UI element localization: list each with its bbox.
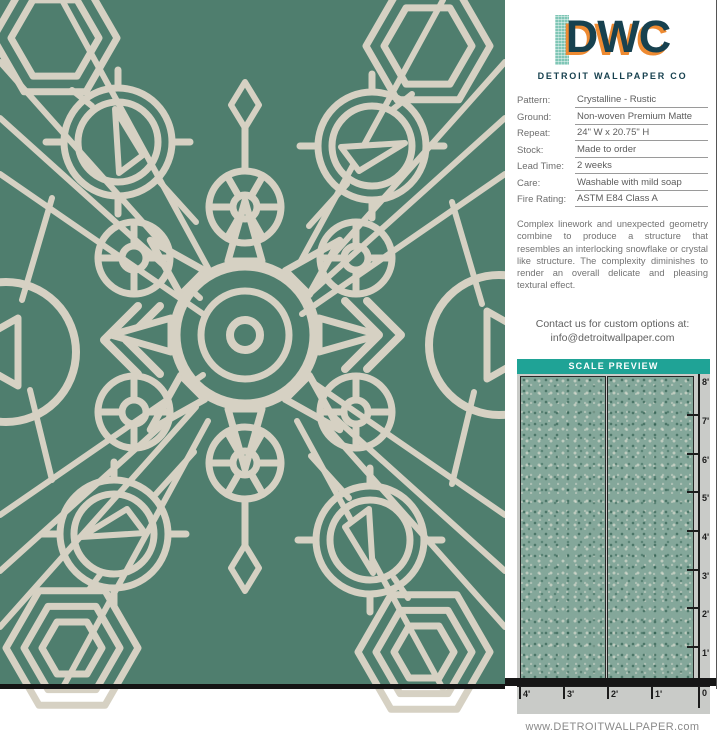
spec-row-stock (517, 144, 708, 158)
contact-line: Contact us for custom options at: (535, 317, 690, 330)
ruler-label: 4' (523, 688, 531, 699)
logo-company-name: DETROIT WALLPAPER CO (537, 71, 688, 81)
spec-table (517, 94, 708, 207)
spec-label: Fire Rating: (517, 194, 567, 205)
scale-preview (517, 359, 710, 714)
spec-row-ground (517, 111, 708, 125)
scale-preview-title: SCALE PREVIEW (517, 359, 710, 374)
ruler-tick (687, 414, 699, 416)
spec-label: Lead Time: (517, 161, 564, 172)
ruler-tick (519, 687, 521, 699)
ruler-tick (687, 530, 699, 532)
footer-bar (505, 678, 717, 686)
ruler-tick (687, 646, 699, 648)
spec-row-fire-rating (517, 193, 708, 207)
spec-value: Washable with mild soap (575, 177, 708, 191)
spec-row-pattern (517, 94, 708, 108)
contact-email[interactable]: info@detroitwallpaper.com (550, 332, 675, 345)
ruler-label-zero: 0 (702, 687, 708, 698)
info-panel (505, 0, 717, 733)
ruler-tick (687, 491, 699, 493)
pattern-bottom-edge (0, 684, 505, 689)
contact-block (517, 317, 708, 346)
ruler-label: 2' (611, 688, 619, 699)
spec-label: Stock: (517, 144, 544, 156)
ruler-label: 7' (702, 415, 710, 426)
logo-acronym: DWC (565, 11, 671, 62)
ruler-label: 3' (702, 570, 710, 581)
spec-label: Repeat: (517, 128, 551, 139)
spec-value: 2 weeks (575, 160, 708, 174)
spec-value: Crystalline - Rustic (575, 94, 708, 108)
page-edge-line (716, 0, 717, 689)
ruler-tick (687, 453, 699, 455)
ruler-tick (651, 687, 653, 699)
ruler-tick (563, 687, 565, 699)
scale-swatch-panel (520, 376, 606, 684)
ruler-label: 1' (702, 647, 710, 658)
ruler-label: 4' (702, 531, 710, 542)
vertical-ruler-line (698, 374, 700, 708)
spec-value: Made to order (575, 144, 708, 158)
scale-swatch-panel (607, 376, 694, 684)
dwc-logo (517, 12, 708, 81)
spec-row-repeat (517, 127, 708, 141)
ruler-label: 3' (567, 688, 575, 699)
spec-label: Pattern: (517, 95, 551, 106)
spec-label: Ground: (517, 111, 552, 123)
scale-preview-body (517, 374, 710, 714)
spec-label: Care: (517, 177, 541, 189)
ruler-label: 6' (702, 454, 710, 465)
spec-value: 24" W x 20.75" H (575, 127, 708, 141)
spec-row-care (517, 177, 708, 191)
spec-value: Non-woven Premium Matte (575, 111, 708, 125)
ruler-tick (687, 569, 699, 571)
spec-value: ASTM E84 Class A (575, 193, 708, 207)
ruler-tick (607, 687, 609, 699)
pattern-description: Complex linework and unexpected geometry combine to produce a structure that resembles an interlocking snowflake or crystal like structure. The complexity diminishes to render an overall delicate and pleasing textural effect. (517, 219, 708, 291)
spec-row-lead-time (517, 160, 708, 174)
ruler-label: 1' (655, 688, 663, 699)
ruler-label: 2' (702, 608, 710, 619)
website-url[interactable]: www.DETROITWALLPAPER.com (525, 720, 700, 733)
ruler-label: 8' (702, 376, 710, 387)
ruler-label: 5' (702, 492, 710, 503)
ruler-tick (687, 607, 699, 609)
